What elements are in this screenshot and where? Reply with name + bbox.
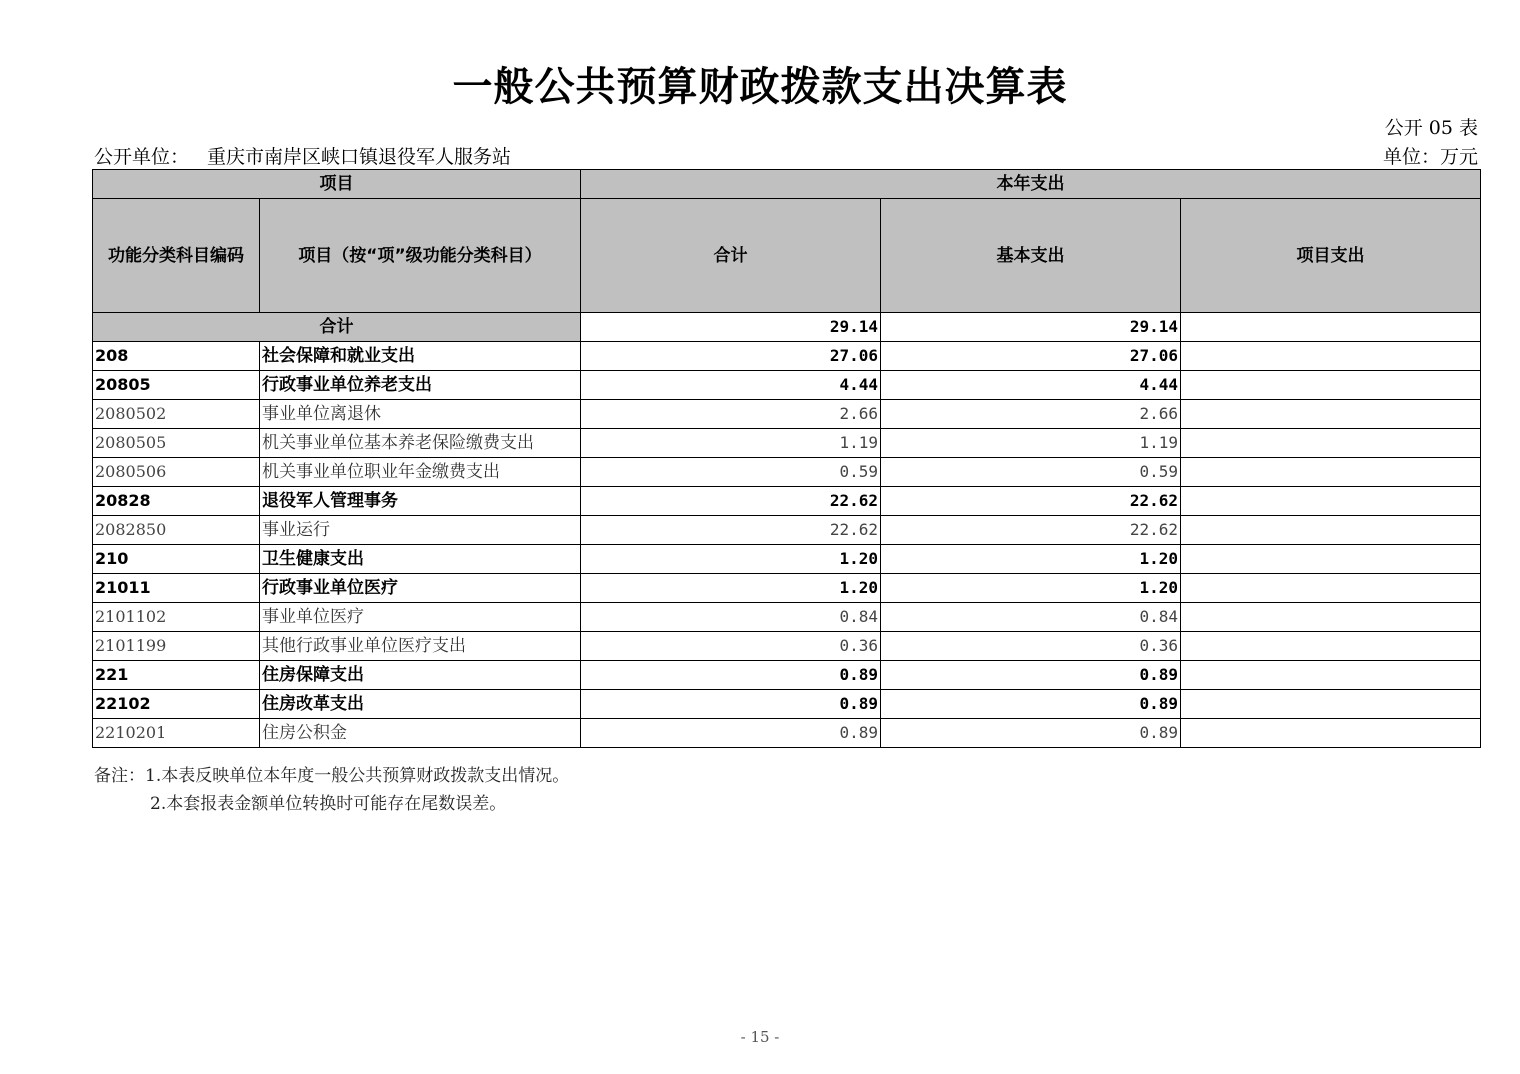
cell-basic: 1.20 xyxy=(881,545,1181,574)
cell-code: 2101199 xyxy=(93,632,260,661)
cell-basic: 0.36 xyxy=(881,632,1181,661)
cell-basic: 1.19 xyxy=(881,429,1181,458)
cell-total: 4.44 xyxy=(581,371,881,400)
total-project xyxy=(1181,313,1481,342)
cell-name: 事业单位离退休 xyxy=(260,400,581,429)
cell-project xyxy=(1181,429,1481,458)
expenditure-table xyxy=(92,169,1481,748)
table-row xyxy=(93,371,1481,400)
cell-total: 22.62 xyxy=(581,516,881,545)
cell-basic: 22.62 xyxy=(881,487,1181,516)
table-row xyxy=(93,690,1481,719)
cell-total: 1.20 xyxy=(581,574,881,603)
total-label: 合计 xyxy=(93,313,581,342)
cell-name: 机关事业单位基本养老保险缴费支出 xyxy=(260,429,581,458)
notes xyxy=(94,762,569,818)
cell-project xyxy=(1181,458,1481,487)
cell-basic: 0.89 xyxy=(881,690,1181,719)
cell-name: 事业运行 xyxy=(260,516,581,545)
table-group-header-row xyxy=(93,170,1481,199)
cell-basic: 0.89 xyxy=(881,719,1181,748)
cell-code: 208 xyxy=(93,342,260,371)
cell-project xyxy=(1181,545,1481,574)
cell-project xyxy=(1181,342,1481,371)
cell-code: 2080505 xyxy=(93,429,260,458)
cell-code: 20828 xyxy=(93,487,260,516)
cell-project xyxy=(1181,371,1481,400)
cell-code: 2101102 xyxy=(93,603,260,632)
cell-name: 住房公积金 xyxy=(260,719,581,748)
table-row xyxy=(93,516,1481,545)
cell-name: 住房保障支出 xyxy=(260,661,581,690)
cell-total: 1.19 xyxy=(581,429,881,458)
org-name: 重庆市南岸区峡口镇退役军人服务站 xyxy=(207,146,512,168)
table-row xyxy=(93,574,1481,603)
cell-total: 0.36 xyxy=(581,632,881,661)
cell-name: 事业单位医疗 xyxy=(260,603,581,632)
cell-project xyxy=(1181,516,1481,545)
cell-name: 住房改革支出 xyxy=(260,690,581,719)
money-unit: 单位：万元 xyxy=(1382,146,1478,168)
page-title: 一般公共预算财政拨款支出决算表 xyxy=(452,63,1068,110)
cell-basic: 0.84 xyxy=(881,603,1181,632)
cell-code: 21011 xyxy=(93,574,260,603)
table-column-header-row xyxy=(93,199,1481,313)
cell-basic: 0.59 xyxy=(881,458,1181,487)
cell-code: 221 xyxy=(93,661,260,690)
cell-project xyxy=(1181,400,1481,429)
table-row xyxy=(93,603,1481,632)
form-number: 公开 05 表 xyxy=(1384,117,1478,139)
cell-project xyxy=(1181,574,1481,603)
cell-basic: 1.20 xyxy=(881,574,1181,603)
total-basic: 29.14 xyxy=(881,313,1181,342)
header-col-project: 项目支出 xyxy=(1181,199,1481,313)
cell-total: 0.59 xyxy=(581,458,881,487)
cell-name: 行政事业单位养老支出 xyxy=(260,371,581,400)
cell-name: 机关事业单位职业年金缴费支出 xyxy=(260,458,581,487)
cell-code: 22102 xyxy=(93,690,260,719)
cell-project xyxy=(1181,632,1481,661)
cell-total: 0.84 xyxy=(581,603,881,632)
cell-project xyxy=(1181,603,1481,632)
header-group-right: 本年支出 xyxy=(581,170,1481,199)
total-total: 29.14 xyxy=(581,313,881,342)
cell-code: 2210201 xyxy=(93,719,260,748)
cell-project xyxy=(1181,487,1481,516)
cell-name: 退役军人管理事务 xyxy=(260,487,581,516)
cell-basic: 2.66 xyxy=(881,400,1181,429)
cell-basic: 4.44 xyxy=(881,371,1181,400)
header-col-total: 合计 xyxy=(581,199,881,313)
header-col-code: 功能分类科目编码 xyxy=(93,199,260,313)
cell-name: 行政事业单位医疗 xyxy=(260,574,581,603)
cell-code: 2080506 xyxy=(93,458,260,487)
header-col-name: 项目（按“项”级功能分类科目） xyxy=(260,199,581,313)
table-row xyxy=(93,400,1481,429)
cell-total: 0.89 xyxy=(581,661,881,690)
table-row xyxy=(93,545,1481,574)
cell-code: 210 xyxy=(93,545,260,574)
cell-code: 20805 xyxy=(93,371,260,400)
cell-total: 2.66 xyxy=(581,400,881,429)
cell-project xyxy=(1181,690,1481,719)
table-row xyxy=(93,342,1481,371)
cell-name: 其他行政事业单位医疗支出 xyxy=(260,632,581,661)
note-line-2: 2.本套报表金额单位转换时可能存在尾数误差。 xyxy=(150,794,507,814)
org-label: 公开单位： xyxy=(94,146,190,168)
cell-name: 社会保障和就业支出 xyxy=(260,342,581,371)
table-row xyxy=(93,719,1481,748)
cell-total: 0.89 xyxy=(581,719,881,748)
cell-basic: 27.06 xyxy=(881,342,1181,371)
cell-basic: 0.89 xyxy=(881,661,1181,690)
cell-total: 0.89 xyxy=(581,690,881,719)
cell-total: 22.62 xyxy=(581,487,881,516)
table-row xyxy=(93,487,1481,516)
table-row xyxy=(93,632,1481,661)
table-row xyxy=(93,429,1481,458)
header-col-basic: 基本支出 xyxy=(881,199,1181,313)
cell-project xyxy=(1181,661,1481,690)
cell-total: 27.06 xyxy=(581,342,881,371)
cell-project xyxy=(1181,719,1481,748)
cell-code: 2080502 xyxy=(93,400,260,429)
table-row xyxy=(93,661,1481,690)
page-number: - 15 - xyxy=(740,1028,780,1046)
note-line-1: 备注：1.本表反映单位本年度一般公共预算财政拨款支出情况。 xyxy=(94,766,570,786)
table-row xyxy=(93,458,1481,487)
table-body xyxy=(93,313,1481,748)
unit-line xyxy=(94,142,1478,169)
header-group-left: 项目 xyxy=(93,170,581,199)
cell-basic: 22.62 xyxy=(881,516,1181,545)
cell-code: 2082850 xyxy=(93,516,260,545)
total-row xyxy=(93,313,1481,342)
cell-name: 卫生健康支出 xyxy=(260,545,581,574)
cell-total: 1.20 xyxy=(581,545,881,574)
